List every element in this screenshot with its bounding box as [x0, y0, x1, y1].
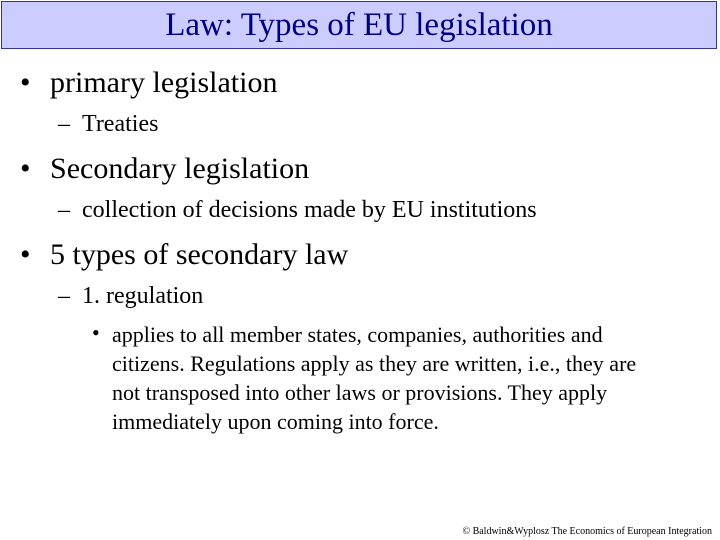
copyright-footer: © Baldwin&Wyplosz The Economics of European Integration	[462, 526, 712, 537]
sub-bullet-treaties	[58, 111, 158, 139]
bullet-dot-icon: •	[20, 238, 31, 271]
bullet-dot-icon: •	[20, 152, 31, 185]
paragraph	[112, 320, 636, 436]
bullet-text: Secondary legislation	[50, 152, 310, 185]
bullet-five-types	[20, 238, 348, 273]
sub-bullet-text: collection of decisions made by EU institutions	[82, 197, 537, 223]
sub-bullet-text: Treaties	[82, 111, 159, 137]
paragraph-line: immediately upon coming into force.	[112, 409, 439, 434]
dash-icon: –	[58, 111, 70, 137]
paragraph-line: citizens. Regulations apply as they are written, i.e., they are	[112, 351, 637, 376]
slide-title-bar	[1, 1, 717, 49]
bullet-text: primary legislation	[50, 66, 278, 99]
bullet-secondary-legislation	[20, 152, 309, 187]
dash-icon: –	[58, 283, 70, 309]
dash-icon: –	[58, 197, 70, 223]
bullet-dot-icon: •	[20, 66, 31, 99]
sub-bullet-collection	[58, 197, 537, 225]
paragraph-line: not transposed into other laws or provisions. They apply	[112, 380, 608, 405]
sub-bullet-text: 1. regulation	[82, 283, 204, 309]
slide-title: Law: Types of EU legislation	[165, 6, 553, 43]
bullet-primary-legislation	[20, 66, 277, 101]
sub-bullet-regulation	[58, 283, 203, 311]
bullet-dot-icon: •	[92, 320, 100, 345]
bullet-text: 5 types of secondary law	[50, 238, 349, 271]
paragraph-line: applies to all member states, companies, authorities and	[112, 322, 603, 347]
